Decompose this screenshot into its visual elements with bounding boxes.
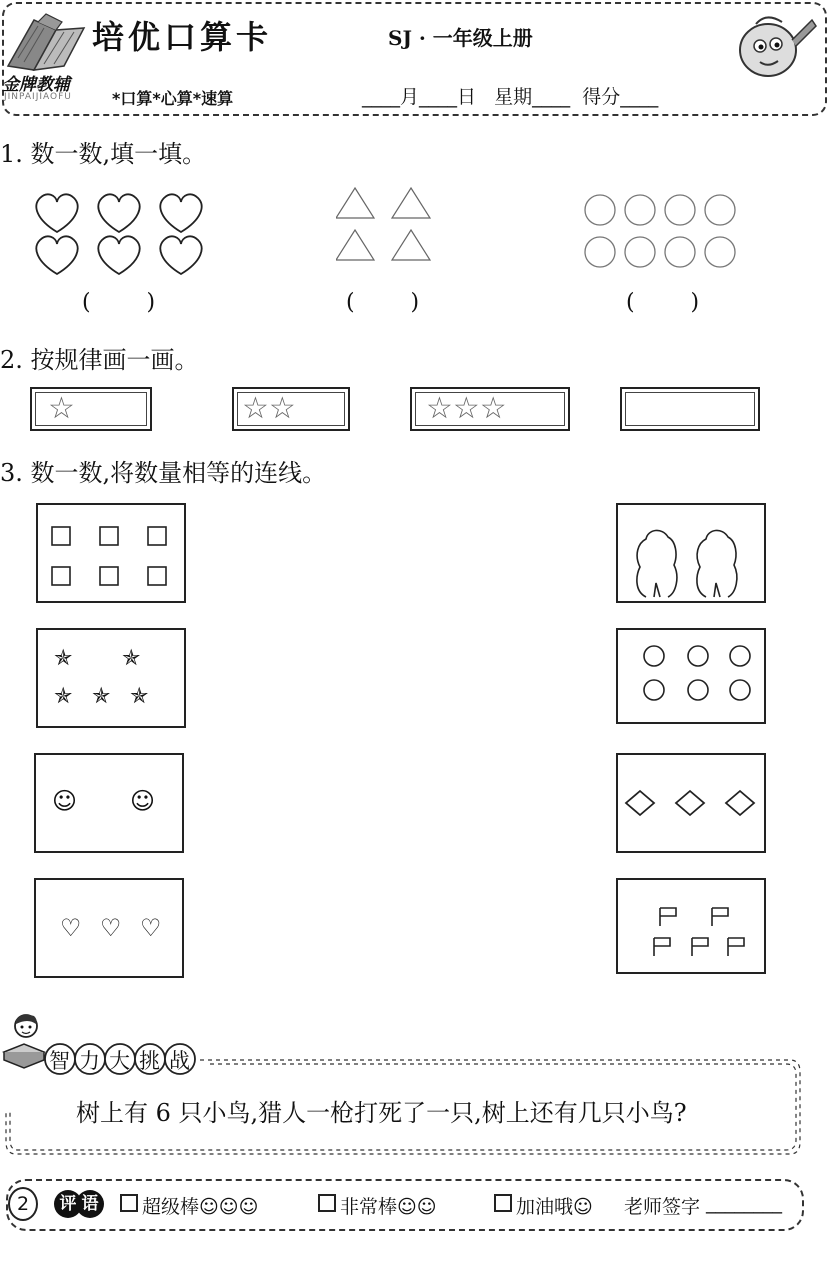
smiley-icon: ☺ xyxy=(130,787,156,815)
pattern-box-4-blank[interactable] xyxy=(620,387,760,431)
option-keep-going-label: 加油哦☺ xyxy=(516,1196,593,1218)
hearts-group xyxy=(32,190,222,280)
left-box-hearts[interactable] xyxy=(34,878,184,978)
heart-icon: ♡ xyxy=(60,914,82,942)
question-1-title: 1. 数一数,填一填。 xyxy=(0,140,207,168)
challenge-char: 战 xyxy=(169,1049,190,1073)
option-keep-going-checkbox[interactable] xyxy=(494,1194,512,1212)
diamonds-group xyxy=(618,755,764,851)
triangles-group xyxy=(336,186,436,270)
left-box-smileys[interactable] xyxy=(34,753,184,853)
right-box-flags[interactable] xyxy=(616,878,766,974)
option-great-checkbox[interactable] xyxy=(318,1194,336,1212)
challenge-question: 树上有 6 只小鸟,猎人一枪打死了一只,树上还有几只小鸟? xyxy=(76,1099,687,1127)
comment-char: 语 xyxy=(76,1190,104,1218)
option-super-checkbox[interactable] xyxy=(120,1194,138,1212)
brand-name: 金牌教辅 xyxy=(2,75,70,95)
page-number: 2 xyxy=(16,1193,30,1215)
left-box-squares[interactable] xyxy=(36,503,186,603)
challenge-char: 力 xyxy=(79,1049,100,1073)
question-2-title: 2. 按规律画一画。 xyxy=(0,346,199,374)
challenge-char: 智 xyxy=(49,1049,70,1073)
question-3-title: 3. 数一数,将数量相等的连线。 xyxy=(0,459,327,487)
brand-subtitle: JINPAIJIAOFU xyxy=(4,92,72,102)
challenge-char: 挑 xyxy=(139,1049,160,1073)
squares-group xyxy=(38,505,184,601)
date-score-line: ____月____日 星期____ 得分____ xyxy=(362,86,659,108)
star-icon: ✯ xyxy=(92,684,111,709)
pattern-stars-3: ☆☆☆ xyxy=(426,391,507,426)
pattern-box-1 xyxy=(30,387,152,431)
right-box-circles[interactable] xyxy=(616,628,766,724)
book-logo-icon xyxy=(4,8,94,76)
star-icon: ✯ xyxy=(54,646,73,671)
star-icon: ✯ xyxy=(122,646,141,671)
comment-char: 评 xyxy=(54,1190,82,1218)
circles-six-group xyxy=(618,630,764,722)
option-super-label: 超级棒☺☺☺ xyxy=(142,1196,259,1218)
challenge-char: 大 xyxy=(109,1049,130,1073)
page-number-badge xyxy=(8,1187,38,1221)
pattern-box-3 xyxy=(410,387,570,431)
circles-answer[interactable]: ( ) xyxy=(626,290,700,315)
circles-group xyxy=(582,192,754,276)
pattern-box-2 xyxy=(232,387,350,431)
option-great-label: 非常棒☺☺ xyxy=(340,1196,437,1218)
slogan: *口算*心算*速算 xyxy=(112,89,234,108)
hearts-answer[interactable]: ( ) xyxy=(82,290,156,315)
smiley-icon: ☺ xyxy=(52,787,78,815)
triangles-answer[interactable]: ( ) xyxy=(346,290,420,315)
right-box-trees[interactable] xyxy=(616,503,766,603)
flags-group xyxy=(618,880,764,972)
left-box-stars[interactable] xyxy=(36,628,186,728)
page-title: 培优口算卡 xyxy=(92,18,273,56)
teacher-signature-line[interactable]: ________ xyxy=(706,1192,782,1214)
mascot-icon xyxy=(726,6,821,90)
pattern-stars-1: ☆ xyxy=(48,391,75,426)
star-icon: ✯ xyxy=(54,684,73,709)
pattern-stars-2: ☆☆ xyxy=(242,391,296,426)
grade-label: SJ · 一年级上册 xyxy=(388,26,533,50)
trees-group xyxy=(618,505,764,601)
star-icon: ✯ xyxy=(130,684,149,709)
teacher-signature-label: 老师签字 xyxy=(624,1196,701,1218)
right-box-diamonds[interactable] xyxy=(616,753,766,853)
heart-icon: ♡ xyxy=(100,914,122,942)
heart-icon: ♡ xyxy=(140,914,162,942)
